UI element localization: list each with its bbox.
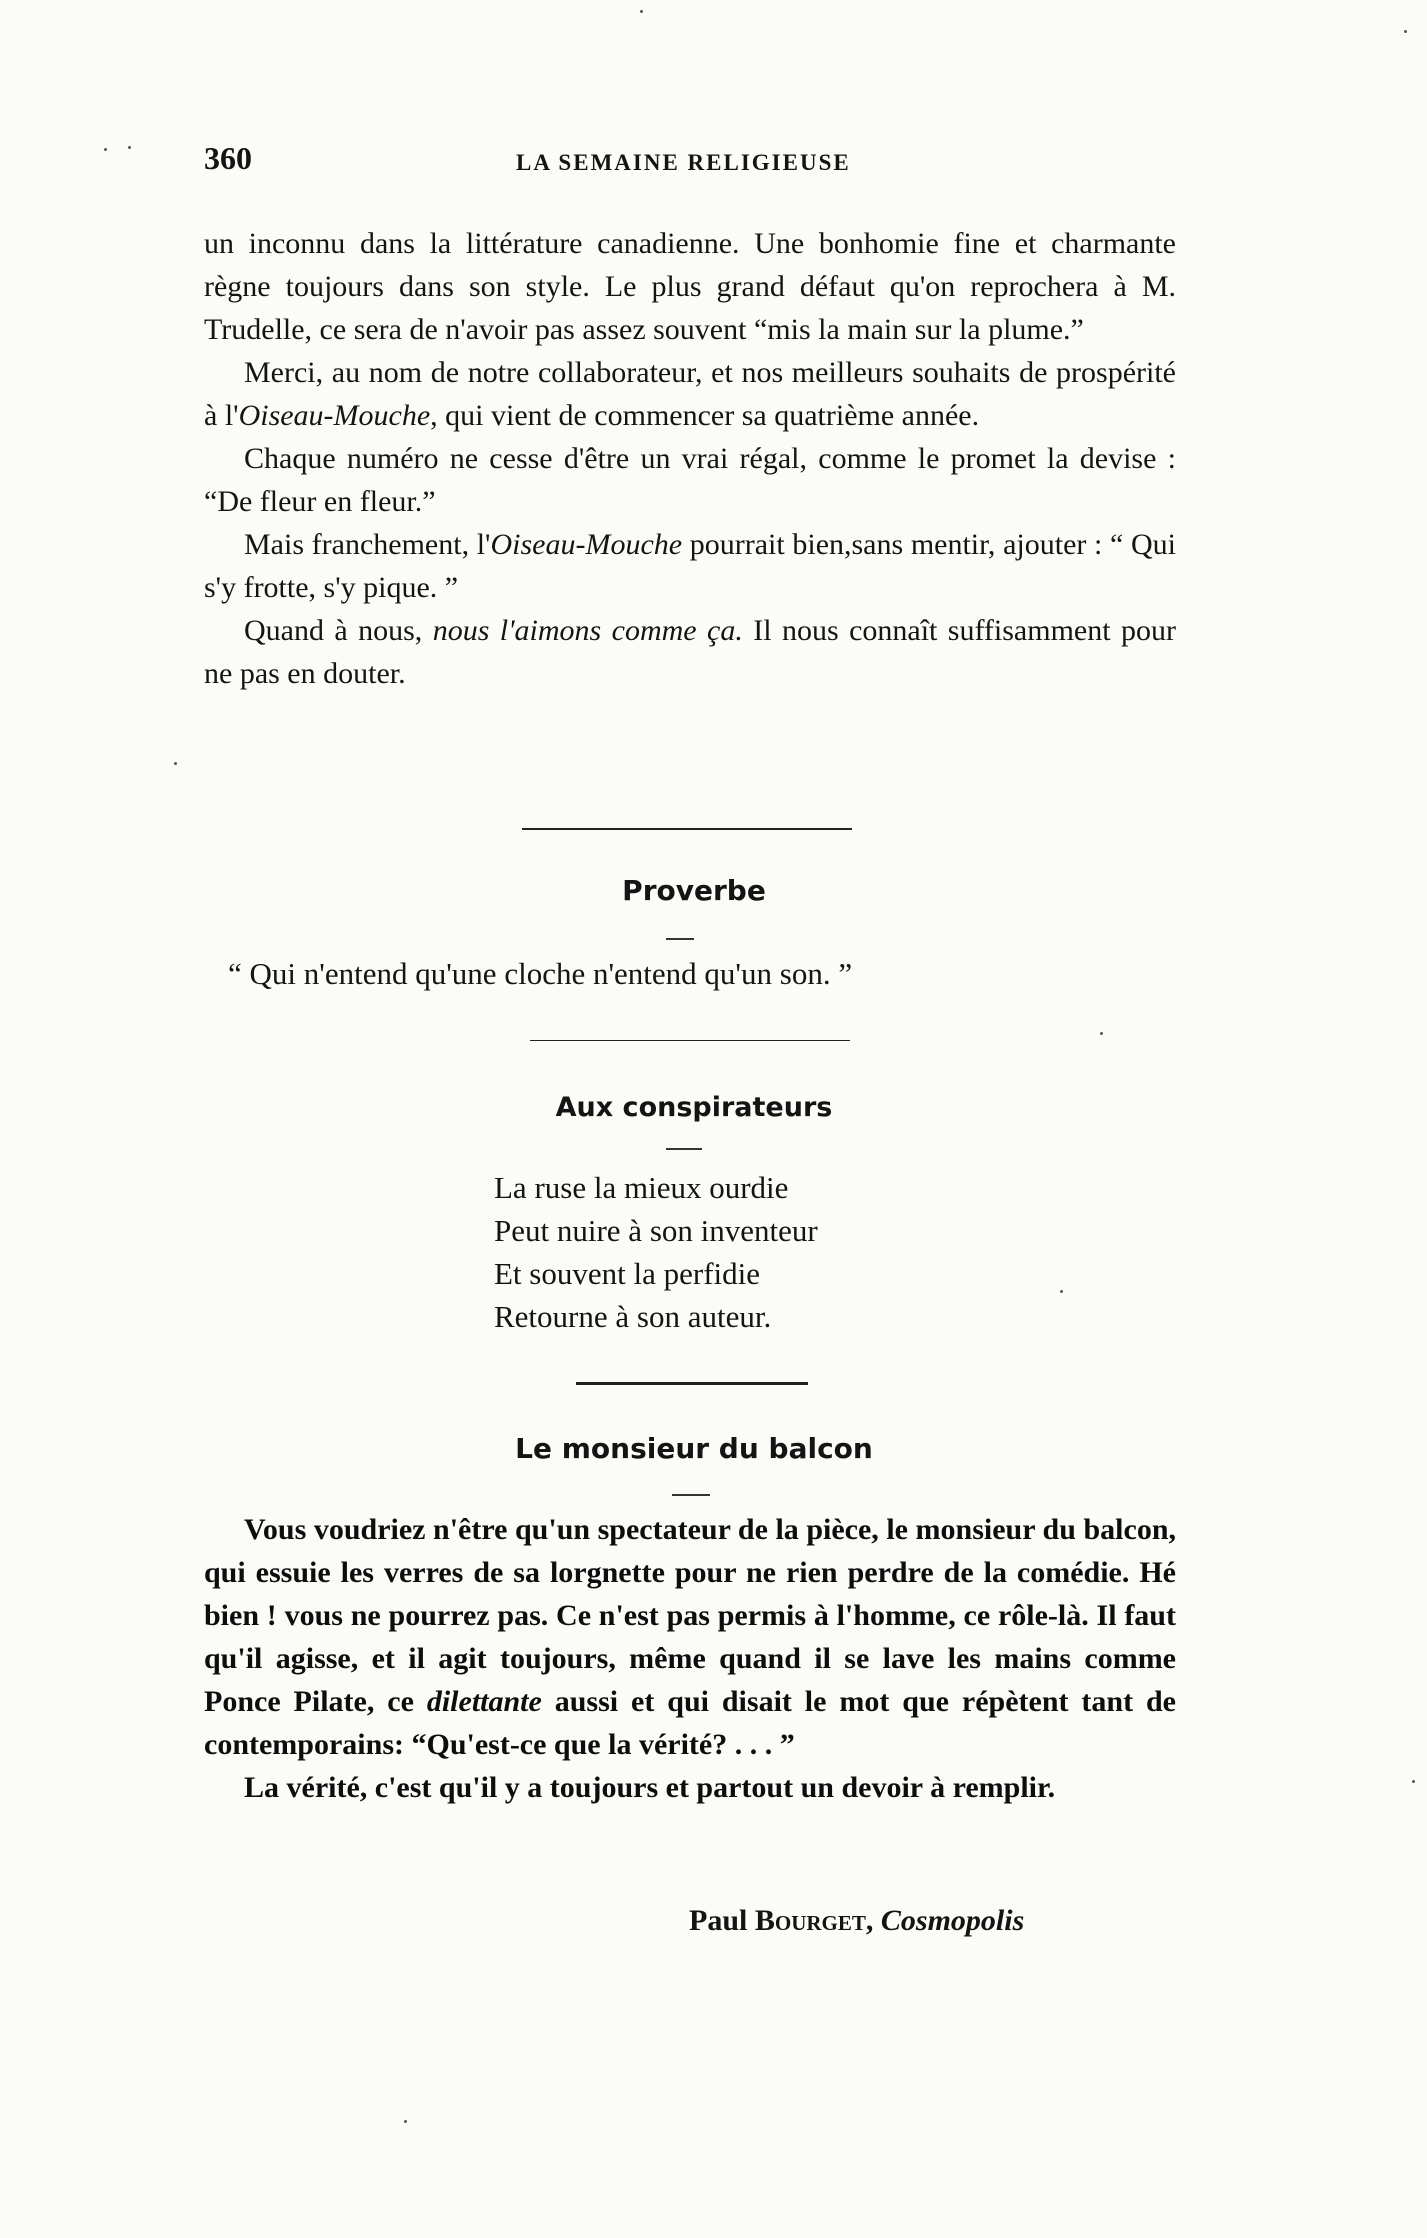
work-title: Cosmopolis [880,1904,1025,1937]
paragraph: Chaque numéro ne cesse d'être un vrai régal, comme le promet la devise : “De fleur en fleur.” [204,442,1176,518]
balcon-text [204,1508,1176,1809]
section-divider [576,1382,808,1385]
paragraph: La vérité, c'est qu'il y a toujours et partout un devoir à remplir. [244,1771,1056,1804]
document-page [204,0,1184,2238]
scan-speck [404,2120,407,2123]
scan-speck [1412,1780,1415,1783]
paragraph: Vous voudriez n'être qu'un spectateur de la pièce, le monsieur du balcon, qui essuie les verres de sa lorgnette pour ne rien perdre de la comédie. Hé bien ! vous ne pourrez pas. Ce n'est pas permis à l'homme, ce rôle-là. Il faut qu'il agisse, et il agit toujours, même quand il se lave les mains comme Ponce Pilate, ce dilettante aussi et qui disait le mot que répètent tant de contemporains: “Qu'est-ce que la vérité? . . . ” [204,1513,1176,1761]
paragraph: Merci, au nom de notre collaborateur, et nos meilleurs souhaits de prospérité à l'Oiseau-Mouche, qui vient de commencer sa quatrième année. [204,356,1176,432]
title-dash [672,1494,710,1496]
paragraph: Quand à nous, nous l'aimons comme ça. Il nous connaît suffisamment pour ne pas en douter. [204,614,1176,690]
page-header [204,140,1184,184]
poem-line: Peut nuire à son inventeur [494,1213,818,1248]
scan-speck [104,148,107,151]
poem-line: Retourne à son auteur. [494,1299,772,1334]
intro-text [204,222,1176,695]
paragraph: Mais franchement, l'Oiseau-Mouche pourrait bien,sans mentir, ajouter : “ Qui s'y frotte, s'y pique. ” [204,528,1176,604]
section-divider [530,1040,850,1041]
section-divider [522,828,852,830]
title-dash [666,938,694,940]
scan-speck [1404,30,1407,33]
author-first-name: Paul [689,1904,748,1937]
proverb-text: “ Qui n'entend qu'une cloche n'entend qu'un son. ” [228,956,853,991]
section-title-balcon: Le monsieur du balcon [515,1432,873,1465]
scan-speck [1100,1032,1103,1035]
title-dash [666,1148,702,1150]
poem [494,1166,818,1338]
section-title-proverbe: Proverbe [622,874,766,907]
scan-speck [128,146,131,149]
section-title-conspirateurs: Aux conspirateurs [555,1092,833,1123]
signature: Paul Bourget, Cosmopolis [689,1904,1025,1937]
paragraph: un inconnu dans la littérature canadienne. Une bonhomie fine et charmante règne toujours dans son style. Le plus grand défaut qu'on reprochera à M. Trudelle, ce sera de n'avoir pas assez souvent “mis la main sur la plume.” [204,227,1176,346]
running-title: LA SEMAINE RELIGIEUSE [516,150,851,175]
page-number: 360 [204,140,252,176]
author-last-name: Bourget [754,1904,866,1937]
poem-line: Et souvent la perfidie [494,1256,760,1291]
scan-speck [1060,1290,1063,1293]
scan-speck [174,762,177,765]
scan-speck [640,10,643,13]
poem-line: La ruse la mieux ourdie [494,1170,789,1205]
